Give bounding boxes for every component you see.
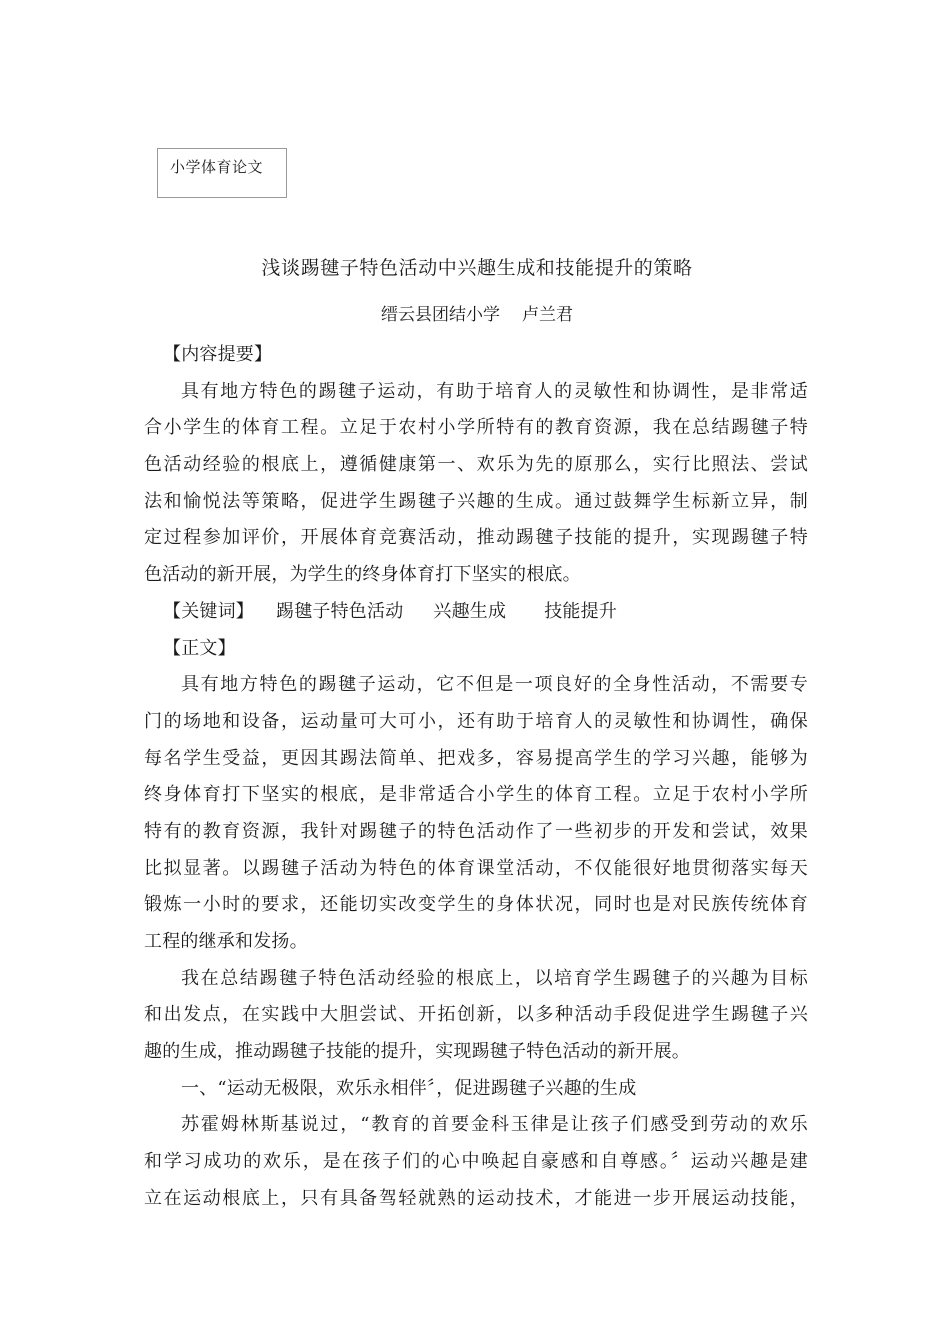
body-line: 门的场地和设备，运动量可大可小，还有助于培育人的灵敏性和协调性，确保 [144, 710, 808, 732]
keywords-label: 【关键词】 [163, 600, 254, 622]
keyword: 踢毽子特色活动 [276, 600, 404, 622]
document-title: 浅谈踢毽子特色活动中兴趣生成和技能提升的策略 [261, 257, 693, 279]
abstract-heading: 【内容提要】 [163, 344, 273, 365]
abstract-line: 定过程参加评价，开展体育竞赛活动，推动踢毽子技能的提升，实现踢毽子特 [144, 527, 808, 549]
abstract-line: 色活动的新开展，为学生的终身体育打下坚实的根底。 [144, 564, 581, 586]
body-line: 特有的教育资源，我针对踢毽子的特色活动作了一些初步的开发和尝试，效果 [144, 820, 808, 842]
category-label: 小学体育论文 [170, 158, 264, 176]
body-line: 苏霍姆林斯基说过，“教育的首要金科玉律是让孩子们感受到劳动的欢乐 [181, 1114, 808, 1136]
section-heading: 一、“运动无极限，欢乐永相伴〞，促进踢毽子兴趣的生成 [181, 1077, 637, 1099]
body-line: 和出发点，在实践中大胆尝试、开拓创新，以多种活动手段促进学生踢毽子兴 [144, 1004, 808, 1026]
abstract-line: 色活动经验的根底上，遵循健康第一、欢乐为先的原那么，实行比照法、尝试 [144, 454, 808, 476]
abstract-line: 法和愉悦法等策略，促进学生踢毽子兴趣的生成。通过鼓舞学生标新立异，制 [144, 490, 808, 512]
body-line: 比拟显著。以踢毽子活动为特色的体育课堂活动，不仅能很好地贯彻落实每天 [144, 857, 808, 879]
keyword: 兴趣生成 [433, 600, 507, 622]
body-line: 我在总结踢毽子特色活动经验的根底上，以培育学生踢毽子的兴趣为目标 [181, 967, 808, 989]
category-label-box [157, 148, 287, 198]
keywords-line [144, 594, 808, 631]
body-line: 立在运动根底上，只有具备驾轻就熟的运动技术，才能进一步开展运动技能， [144, 1187, 808, 1209]
author-name: 卢兰君 [522, 305, 573, 325]
body-line: 每名学生受益，更因其踢法简单、把戏多，容易提高学生的学习兴趣，能够为 [144, 747, 808, 769]
body-heading: 【正文】 [163, 637, 236, 659]
body-line: 终身体育打下坚实的根底，是非常适合小学生的体育工程。立足于农村小学所 [144, 784, 808, 806]
body-line: 趣的生成，推动踢毽子技能的提升，实现踢毽子特色活动的新开展。 [144, 1041, 690, 1063]
abstract-line: 合小学生的体育工程。立足于农村小学所特有的教育资源，我在总结踢毽子特 [144, 417, 808, 439]
keyword: 技能提升 [544, 600, 618, 622]
body-line: 工程的继承和发扬。 [144, 931, 308, 952]
document-body [144, 337, 808, 1218]
body-line: 具有地方特色的踢毽子运动，它不但是一项良好的全身性活动，不需要专 [181, 674, 808, 696]
body-line: 和学习成功的欢乐，是在孩子们的心中唤起自豪感和自尊感。〞运动兴趣是建 [144, 1151, 808, 1173]
author-school: 缙云县团结小学 [381, 305, 500, 325]
author-line [2, 300, 950, 325]
body-line: 锻炼一小时的要求，还能切实改变学生的身体状况，同时也是对民族传统体育 [144, 894, 808, 916]
abstract-line: 具有地方特色的踢毽子运动，有助于培育人的灵敏性和协调性，是非常适 [181, 380, 808, 402]
